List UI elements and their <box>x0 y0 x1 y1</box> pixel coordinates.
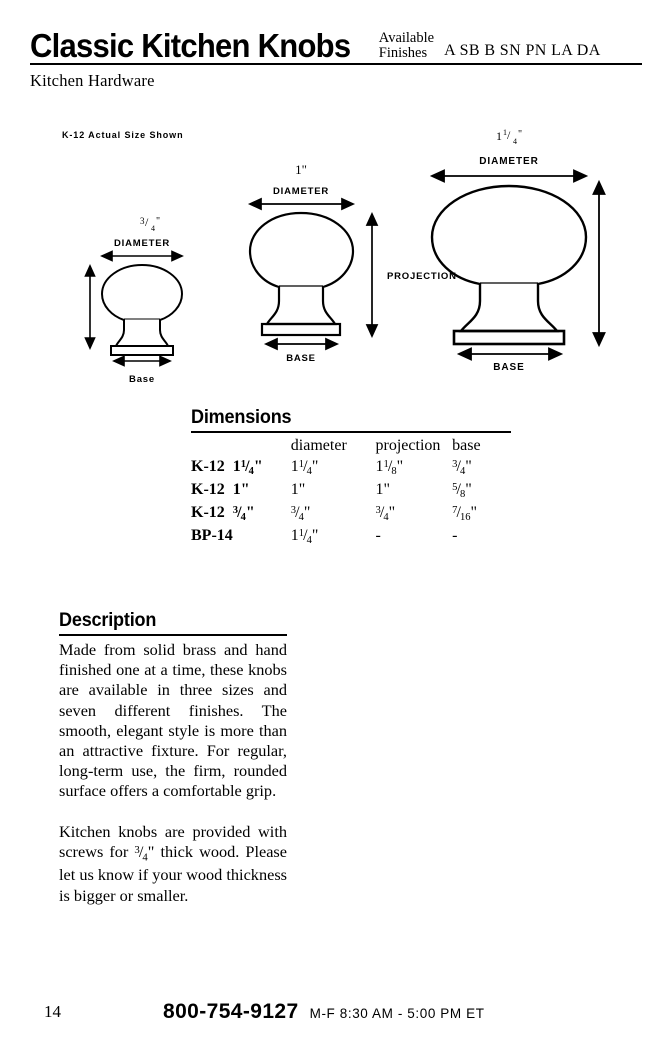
knob-medium-base-arrow <box>266 339 337 349</box>
dimensions-column-header: projection <box>375 437 441 454</box>
dimensions-model-cell: BP-14 <box>191 526 233 544</box>
knob-small-projection-arrow <box>86 266 95 348</box>
header-title-row <box>30 20 642 62</box>
knob-large-size-denominator: 4 <box>513 137 517 146</box>
available-finishes <box>379 31 601 62</box>
knob-medium-base-label: BASE <box>286 353 316 364</box>
page-title: Classic Kitchen Knobs <box>30 27 351 64</box>
figure-knob-large <box>414 120 629 373</box>
figure-knob-medium <box>232 156 457 366</box>
svg-text:": " <box>518 129 523 140</box>
dimensions-table <box>191 436 491 549</box>
page-number: 14 <box>44 1002 61 1021</box>
dimensions-projection-cell: 1" <box>375 480 391 498</box>
dimensions-divider <box>191 431 511 433</box>
dimensions-base-cell: $^3$/4" <box>452 457 472 477</box>
dimensions-diameter-cell: 1" <box>290 480 306 498</box>
description-p2-part2: " thick wood. Please let us know if your wood thickness is bigger or smaller. <box>59 841 287 905</box>
description-p2-fraction: $^3$/4 <box>134 841 148 864</box>
dimensions-projection-cell: $1^1/8$" <box>375 457 404 477</box>
knob-large-diameter-label: DIAMETER <box>479 156 539 167</box>
available-finishes-label <box>379 31 434 61</box>
knob-medium-projection-arrow <box>367 214 377 336</box>
dimensions-heading: Dimensions <box>191 407 292 428</box>
knob-medium-body <box>250 213 353 335</box>
knob-large-size-numerator: 1 <box>503 128 507 137</box>
table-row <box>191 457 491 480</box>
description-p2-part1: Kitchen knobs are provided with screws for <box>59 821 287 861</box>
dimensions-model-cell: K-12 1" <box>191 480 250 498</box>
knob-large-base-label: BASE <box>493 362 525 373</box>
page-subtitle: Kitchen Hardware <box>30 71 155 90</box>
page-header <box>30 20 642 91</box>
dimensions-base-cell: $^7$/16" <box>452 503 478 523</box>
footer-contact <box>163 1000 485 1024</box>
dimensions-diameter-cell: $1^1/4$" <box>290 526 319 547</box>
table-row <box>191 480 491 503</box>
knob-small-size-denominator: 4 <box>151 224 155 233</box>
svg-text:": " <box>156 216 161 227</box>
finish-codes: A SB B SN PN LA DA <box>444 42 601 59</box>
dimensions-diameter-cell: $^3$/4" <box>290 503 311 523</box>
knob-large-base-arrow <box>459 349 561 360</box>
knob-small-diameter-arrow <box>102 252 182 261</box>
description-section <box>59 610 287 906</box>
description-paragraph-1: Made from solid brass and hand finished one at a time, these knobs are available in three sizes and seven different finishes. The smooth, elegant style is more than an attractive fixture. For regular, long-term use, the firm, rounded surface offers a comfortable grip. <box>59 640 287 801</box>
dimensions-model-cell: K-12 $^3$/4" <box>191 503 255 523</box>
knob-medium-projection-label: PROJECTION <box>387 271 457 282</box>
knob-small-body <box>102 265 182 355</box>
knob-large-drawing <box>414 120 629 373</box>
finishes-label-line2: Finishes <box>378 45 428 61</box>
knob-small-diameter-label: DIAMETER <box>113 238 171 249</box>
finishes-label-line1: Available <box>378 30 435 46</box>
business-hours: M-F 8:30 AM - 5:00 PM ET <box>309 1006 485 1021</box>
knob-small-size-numerator: 3 <box>140 216 145 226</box>
dimensions-base-cell: - <box>452 526 458 544</box>
svg-text:/: / <box>145 215 149 229</box>
knob-medium-diameter-label: DIAMETER <box>272 186 330 197</box>
knob-large-projection-arrow <box>594 182 605 345</box>
dimensions-projection-cell: - <box>375 526 381 544</box>
knob-small-drawing <box>70 208 240 363</box>
knob-large-body <box>432 186 586 344</box>
page-footer <box>0 995 672 1035</box>
dimensions-base-cell: $^5$/8" <box>452 480 472 500</box>
description-paragraph-2 <box>59 822 287 906</box>
knob-small-base-label: Base <box>129 374 155 385</box>
dimensions-column-header: diameter <box>290 437 347 454</box>
actual-size-note: K-12 Actual Size Shown <box>62 130 184 140</box>
description-body <box>59 640 287 906</box>
phone-number: 800-754-9127 <box>163 1000 299 1023</box>
dimensions-column-header <box>191 436 291 457</box>
dimensions-section <box>191 407 511 549</box>
figure-knob-small <box>70 208 240 385</box>
knob-medium-drawing <box>232 156 457 366</box>
knob-large-size-whole: 1 <box>496 129 502 143</box>
svg-text:/: / <box>507 128 511 142</box>
dimensions-diameter-cell: $1^1/4$" <box>290 457 319 477</box>
description-divider <box>59 634 287 636</box>
table-row <box>191 526 491 549</box>
dimensions-model-cell: K-12 $1^1/4$" <box>191 457 263 477</box>
knob-medium-size-label: 1" <box>295 162 307 177</box>
dimensions-header-row <box>191 436 491 457</box>
dimensions-projection-cell: $^3$/4" <box>375 503 396 523</box>
dimensions-column-header: base <box>452 437 481 454</box>
table-row <box>191 503 491 526</box>
knob-medium-diameter-arrow <box>250 199 353 209</box>
knob-large-diameter-arrow <box>432 171 586 182</box>
knob-small-base-arrow <box>114 357 170 366</box>
description-heading: Description <box>59 610 157 631</box>
product-drawings <box>0 110 672 385</box>
